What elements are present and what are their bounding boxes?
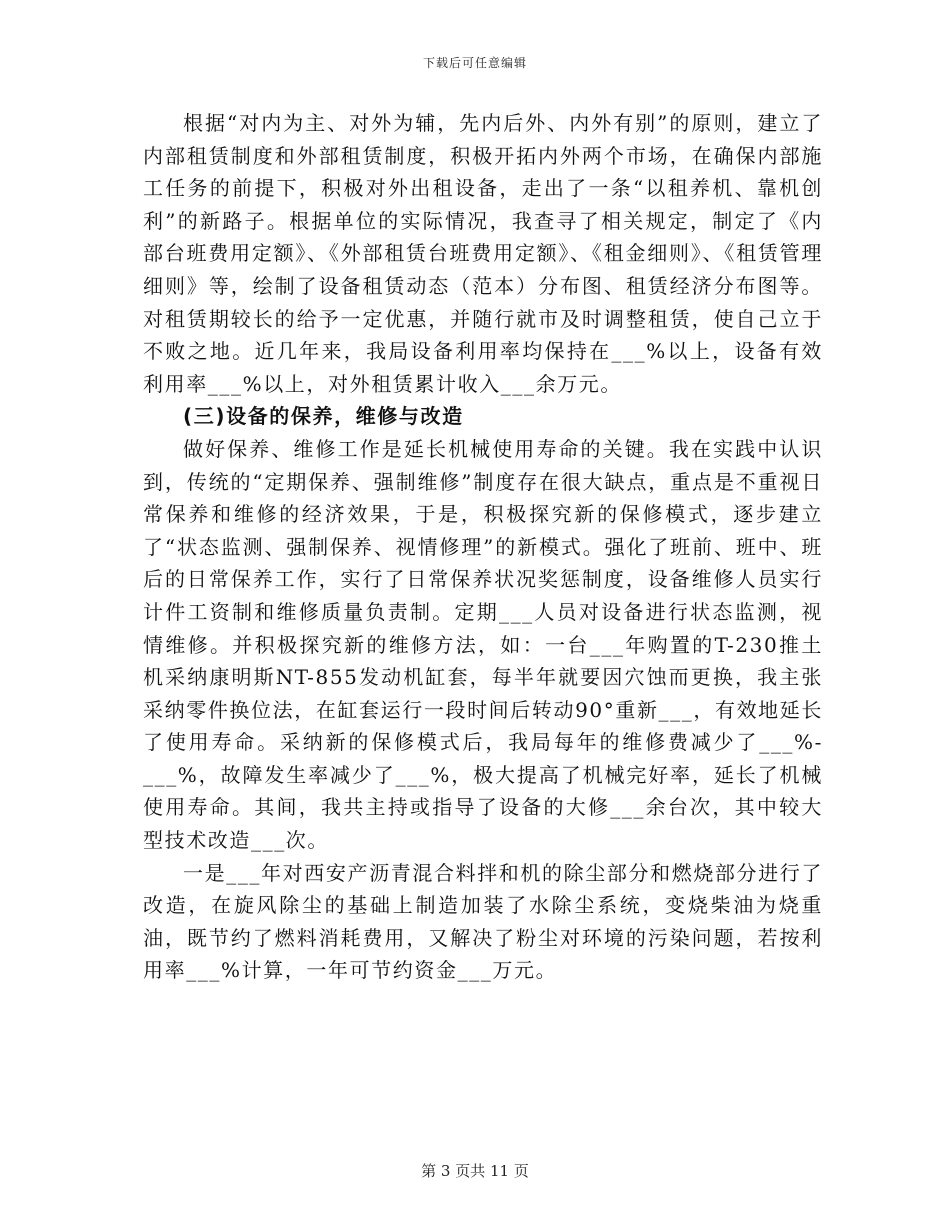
paragraph-maintenance: 做好保养、维修工作是延长机械使用寿命的关键。我在实践中认识到，传统的“定期保养、强制维修”制度存在很大缺点，重点是不重视日常保养和维修的经济效果，于是，积极探究新的保修模式，逐步建立了“状态监测、强制保养、视情修理”的新模式。强化了班前、班中、班后的日常保养工作，实行了日常保养状况奖惩制度，设备维修人员实行计件工资制和维修质量负责制。定期___人员对设备进行状态监测，视情维修。并积极探究新的维修方法，如：一台___年购置的T-230推土机采纳康明斯NT-855发动机缸套，每半年就要因穴蚀而更换，我主张采纳零件换位法，在缸套运行一段时间后转动90°重新___，有效地延长了使用寿命。采纳新的保修模式后，我局每年的维修费减少了___%-___%，故障发生率减少了___%，极大提高了机械完好率，延长了机械使用寿命。其间，我共主持或指导了设备的大修___余台次，其中较大型技术改造___次。 <box>143 436 823 853</box>
paragraph-leasing: 根据“对内为主、对外为辅，先内后外、内外有别”的原则，建立了内部租赁制度和外部租赁制度，积极开拓内外两个市场，在确保内部施工任务的前提下，积极对外出租设备，走出了一条“以租养机、靠机创利”的新路子。根据单位的实际情况，我查寻了相关规定，制定了《内部台班费用定额》、《外部租赁台班费用定额》、《租金细则》、《租赁管理细则》等，绘制了设备租赁动态（范本）分布图、租赁经济分布图等。对租赁期较长的给予一定优惠，并随行就市及时调整租赁，使自己立于不败之地。近几年来，我局设备利用率均保持在___%以上，设备有效利用率___%以上，对外租赁累计收入___余万元。 <box>143 111 823 396</box>
page-number: 第 3 页共 11 页 <box>421 1162 529 1180</box>
paragraph-retrofit: 一是___年对西安产沥青混合料拌和机的除尘部分和燃烧部分进行了改造，在旋风除尘的基础上制造加装了水除尘系统，变烧柴油为烧重油，既节约了燃料消耗费用，又解决了粉尘对环境的污染问题，若按利用率___%计算，一年可节约资金___万元。 <box>143 860 823 983</box>
document-body <box>143 107 823 987</box>
section-heading-maintenance: (三)设备的保养，维修与改造 <box>183 404 464 429</box>
page-header: 下载后可任意编辑 <box>422 56 527 70</box>
